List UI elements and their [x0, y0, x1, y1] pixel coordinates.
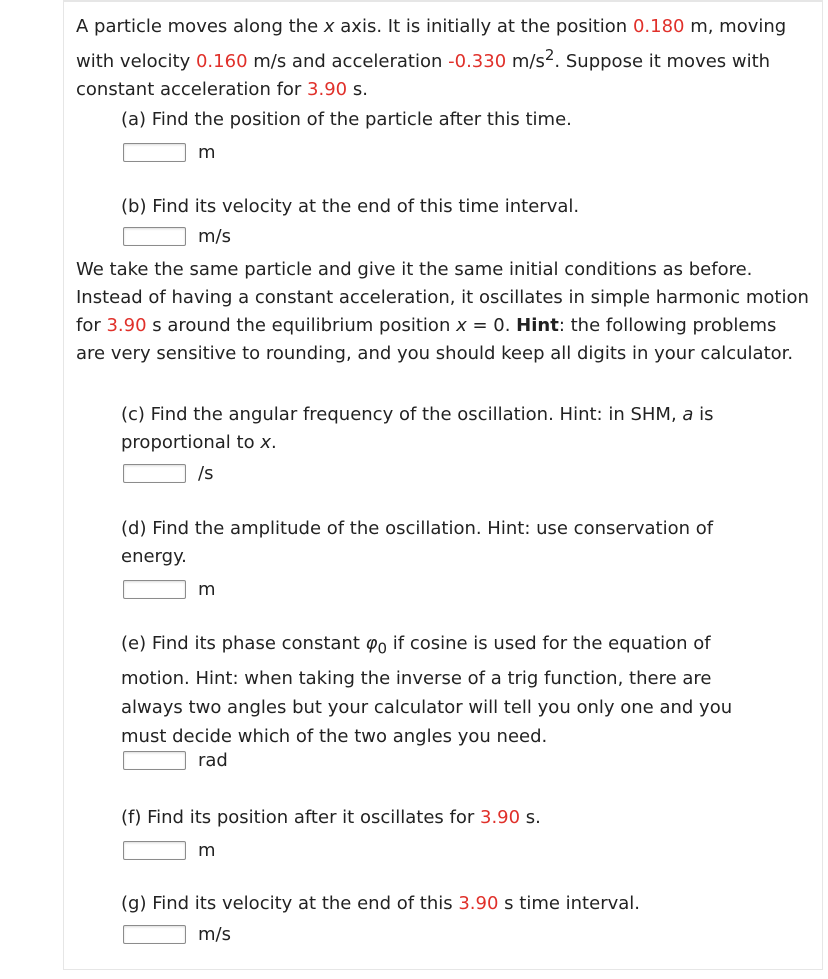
- part-f-time-value: 3.90: [480, 807, 521, 828]
- part-d-question: (d) Find the amplitude of the oscillation. Hint: use conservation of energy.: [121, 518, 714, 567]
- part-d-input[interactable]: [123, 580, 186, 599]
- part-b-unit: m/s: [198, 225, 231, 247]
- part-g-answer: [123, 920, 231, 948]
- part-e-answer: [123, 746, 228, 774]
- acceleration-value: -0.330: [448, 51, 507, 72]
- part-c-question: (c) Find the angular frequency of the oscillation. Hint: in SHM, a is proportional to x.: [121, 404, 714, 453]
- initial-position-value: 0.180: [632, 16, 685, 37]
- part-e-input[interactable]: [123, 751, 186, 770]
- part-b-input[interactable]: [123, 227, 186, 246]
- part-c-answer: [123, 459, 213, 487]
- shm-paragraph: We take the same particle and give it the same initial conditions as before. Instead of having a constant acceleration, it oscillates in simple harmonic motion for 3.90 s around the equilibrium position x = 0. Hint: the following problems are very sensitive to rounding, and you should keep all digits in your calculator.: [76, 259, 809, 364]
- part-a-answer: [123, 138, 216, 166]
- time-value: 3.90: [307, 79, 348, 100]
- part-c-input[interactable]: [123, 464, 186, 483]
- part-b-answer: [123, 222, 231, 250]
- intro-paragraph: A particle moves along the x axis. It is initially at the position 0.180 m, moving with velocity 0.160 m/s and acceleration -0.330 $m/s^2$. Suppose it moves with constant acceleration for 3.90 s.: [76, 16, 787, 100]
- part-e-unit: rad: [198, 749, 228, 771]
- part-b-question: (b) Find its velocity at the end of this time interval.: [121, 196, 580, 217]
- part-a-question: (a) Find the position of the particle after this time.: [121, 109, 572, 130]
- part-g-input[interactable]: [123, 925, 186, 944]
- part-d-unit: m: [198, 578, 216, 600]
- initial-velocity-value: 0.160: [195, 51, 248, 72]
- shm-time-value: 3.90: [106, 315, 147, 336]
- part-a-input[interactable]: [123, 143, 186, 162]
- part-f-question: (f) Find its position after it oscillates for 3.90 s.: [121, 807, 541, 828]
- part-c-unit: /s: [198, 462, 214, 484]
- part-f-input[interactable]: [123, 841, 186, 860]
- part-f-unit: m: [198, 839, 216, 861]
- part-f-answer: [123, 836, 216, 864]
- part-g-time-value: 3.90: [458, 893, 499, 914]
- part-g-unit: m/s: [198, 923, 231, 945]
- part-a-unit: m: [198, 141, 216, 163]
- part-g-question: (g) Find its velocity at the end of this 3.90 s time interval.: [121, 893, 640, 914]
- part-e-question: (e) Find its phase constant $\varphi_0$ if cosine is used for the equation of motion. Hint: when taking the inverse of a trig function, there are always two angles but your calculator will tell you only one and you must decide which of the two angles you need.: [121, 633, 733, 747]
- part-d-answer: [123, 575, 216, 603]
